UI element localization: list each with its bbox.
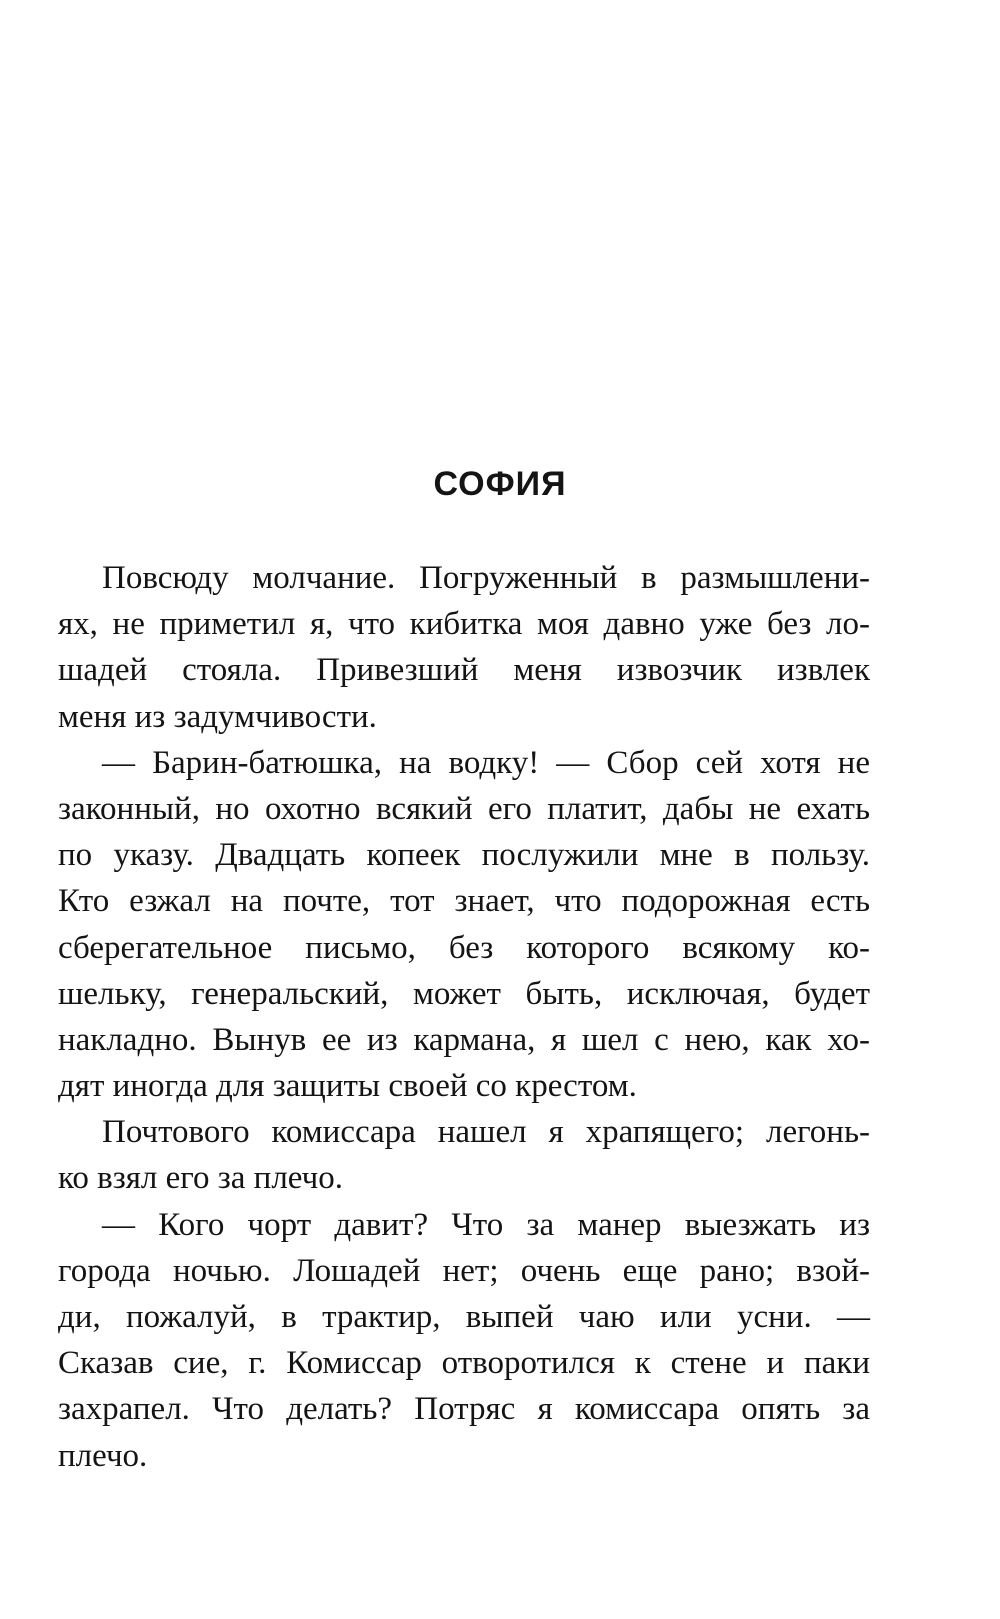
text-line: шельку, генеральский, может быть, исключая, будет <box>58 975 870 1012</box>
text-line: ко взял его за плечо. <box>58 1160 343 1197</box>
text-line: Повсюду молчание. Погруженный в размышлени- <box>102 560 870 596</box>
text-line: ди, пожалуй, в трактир, выпей чаю или усни. — <box>58 1299 870 1335</box>
text-line: Почтового комиссара нашел я храпящего; легонь- <box>102 1114 870 1151</box>
text-line: города ночью. Лошадей нет; очень еще рано; взой- <box>58 1252 870 1289</box>
text-line: дят иногда для защиты своей со крестом. <box>58 1068 637 1105</box>
text-line: — Кого чорт давит? Что за манер выезжать из <box>102 1206 870 1243</box>
text-line: плечо. <box>58 1437 148 1474</box>
body-text <box>58 555 870 1479</box>
text-line: Кто езжал на почте, тот знает, что подорожная есть <box>58 883 870 920</box>
text-line: сберегательное письмо, без которого всякому ко- <box>58 929 870 966</box>
text-line: Сказав сие, г. Комиссар отворотился к стене и паки <box>58 1345 870 1382</box>
text-line: законный, но охотно всякий его платит, дабы не ехать <box>58 790 870 827</box>
text-line: — Барин-батюшка, на водку! — Сбор сей хотя не <box>102 744 870 781</box>
text-line: по указу. Двадцать копеек послужили мне в пользу. <box>58 837 870 874</box>
text-line: шадей стояла. Привезший меня извозчик извлек <box>58 652 870 689</box>
text-line: ях, не приметил я, что кибитка моя давно уже без ло- <box>58 606 870 643</box>
text-line: захрапел. Что делать? Потряс я комиссара опять за <box>58 1391 870 1428</box>
text-line: меня из задумчивости. <box>58 698 377 735</box>
chapter-title: СОФИЯ <box>433 465 567 503</box>
text-line: накладно. Вынув ее из кармана, я шел с нею, как хо- <box>58 1021 870 1058</box>
